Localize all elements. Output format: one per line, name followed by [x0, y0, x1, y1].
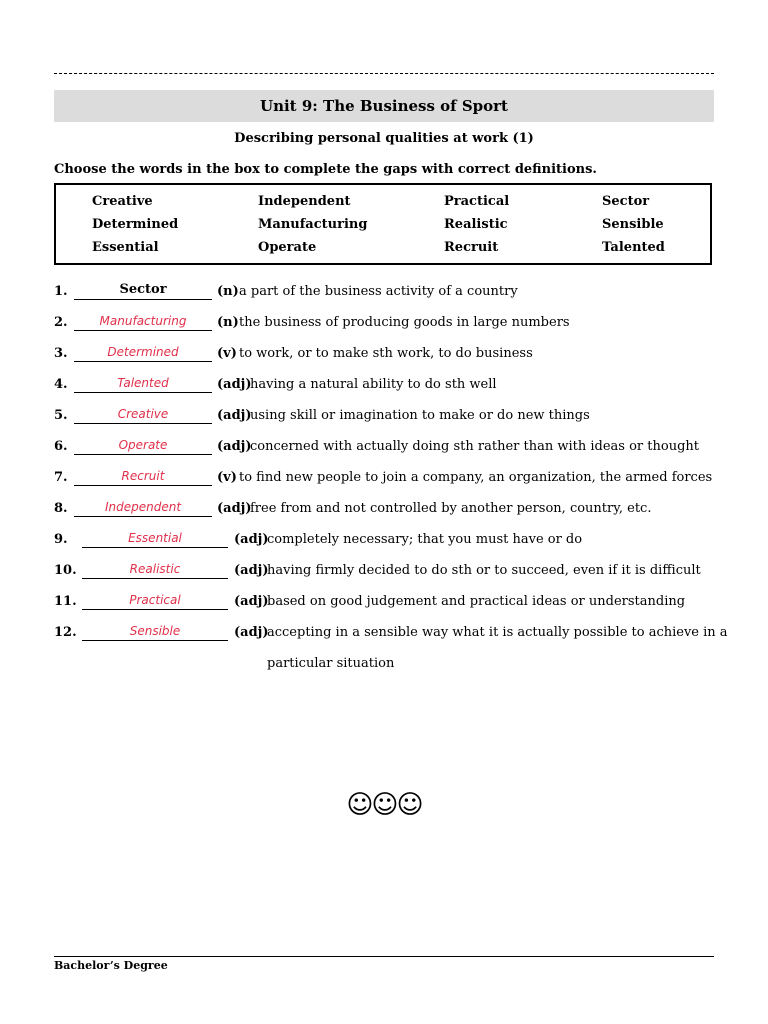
exercise-item [54, 281, 724, 312]
part-of-speech: (n) [217, 315, 239, 330]
handwritten-answer: Realistic [129, 562, 181, 576]
answer-blank[interactable] [82, 591, 228, 610]
item-number: 10. [54, 563, 77, 578]
definition: to find new people to join a company, an organization, the armed forces [239, 470, 713, 485]
exercise-item [54, 591, 724, 622]
handwritten-answer: Independent [104, 500, 182, 514]
part-of-speech: (adj) [234, 625, 269, 640]
word-box-word: Essential [92, 240, 159, 255]
item-number: 12. [54, 625, 77, 640]
answer-blank[interactable] [74, 374, 212, 393]
word-box-word: Independent [258, 194, 351, 209]
word-box-word: Determined [92, 217, 179, 232]
exercise-item [54, 343, 724, 374]
word-box-word: Sector [602, 194, 650, 209]
handwritten-answer: Creative [117, 407, 169, 421]
part-of-speech: (adj) [217, 408, 252, 423]
item-number: 3. [54, 346, 68, 361]
part-of-speech: (v) [217, 346, 237, 361]
exercise-item [54, 436, 724, 467]
item-number: 5. [54, 408, 68, 423]
answer-blank[interactable] [74, 498, 212, 517]
answer-blank[interactable] [74, 405, 212, 424]
item-number: 4. [54, 377, 68, 392]
definition: completely necessary; that you must have or do [267, 532, 583, 547]
word-box-word: Talented [602, 240, 665, 255]
subtitle: Describing personal qualities at work (1) [234, 131, 534, 146]
word-box-word: Sensible [602, 217, 664, 232]
word-box-word: Practical [444, 194, 510, 209]
answer-blank[interactable] [74, 467, 212, 486]
answer-blank[interactable] [74, 281, 212, 300]
item-number: 7. [54, 470, 68, 485]
handwritten-answer: Practical [129, 593, 181, 607]
answer-blank[interactable] [82, 529, 228, 548]
part-of-speech: (adj) [217, 377, 252, 392]
footer-rule [54, 956, 714, 957]
answer-blank[interactable] [74, 312, 212, 331]
definition: having firmly decided to do sth or to succeed, even if it is difficult [267, 563, 701, 578]
definition: using skill or imagination to make or do new things [250, 408, 590, 423]
handwritten-answer: Talented [117, 376, 169, 390]
item-number: 8. [54, 501, 68, 516]
exercise-item [54, 560, 724, 591]
answer-blank[interactable] [74, 343, 212, 362]
word-box [54, 183, 712, 265]
handwritten-answer: Sensible [129, 624, 181, 638]
exercise-item [54, 405, 724, 436]
handwritten-answer: Operate [118, 438, 168, 452]
footer-text: Bachelor’s Degree [54, 959, 168, 972]
part-of-speech: (v) [217, 470, 237, 485]
definition: based on good judgement and practical ideas or understanding [267, 594, 686, 609]
answer-blank[interactable] [74, 436, 212, 455]
part-of-speech: (adj) [234, 563, 269, 578]
handwritten-answer: Recruit [121, 469, 165, 483]
item-number: 9. [54, 532, 68, 547]
answer-blank[interactable] [82, 560, 228, 579]
smiley-faces: ☺☺☺ [346, 790, 422, 820]
exercise-item [54, 529, 724, 560]
part-of-speech: (adj) [234, 532, 269, 547]
exercise-item [54, 622, 728, 671]
exercise-item [54, 467, 724, 498]
part-of-speech: (n) [217, 284, 239, 299]
answer-blank[interactable] [82, 622, 228, 641]
definition: a part of the business activity of a country [239, 284, 518, 299]
handwritten-answer: Determined [107, 345, 179, 359]
word-box-word: Creative [92, 194, 153, 209]
definition: accepting in a sensible way what it is actually possible to achieve in a [267, 625, 728, 640]
definition: to work, or to make sth work, to do business [239, 346, 533, 361]
word-box-word: Operate [258, 240, 317, 255]
part-of-speech: (adj) [217, 501, 252, 516]
exercise-item [54, 498, 724, 529]
exercise-list [54, 281, 728, 671]
definition: concerned with actually doing sth rather than with ideas or thought [250, 439, 699, 454]
word-box-word: Manufacturing [258, 217, 368, 232]
definition: the business of producing goods in large numbers [239, 315, 570, 330]
item-number: 11. [54, 594, 77, 609]
definition-continuation: particular situation [267, 656, 395, 671]
handwritten-answer: Essential [128, 531, 182, 545]
item-number: 1. [54, 284, 68, 299]
definition: free from and not controlled by another person, country, etc. [250, 501, 652, 516]
unit-title: Unit 9: The Business of Sport [260, 97, 508, 115]
word-box-word: Realistic [444, 217, 508, 232]
item-number: 2. [54, 315, 68, 330]
definition: having a natural ability to do sth well [250, 377, 497, 392]
handwritten-answer: Manufacturing [99, 314, 187, 328]
exercise-item [54, 312, 724, 343]
instructions: Choose the words in the box to complete the gaps with correct definitions. [54, 162, 597, 177]
word-box-word: Recruit [444, 240, 499, 255]
part-of-speech: (adj) [217, 439, 252, 454]
unit-title-band [54, 90, 714, 122]
top-dashed-rule [54, 73, 714, 74]
part-of-speech: (adj) [234, 594, 269, 609]
item-number: 6. [54, 439, 68, 454]
exercise-item [54, 374, 724, 405]
answer-text: Sector [119, 282, 167, 297]
